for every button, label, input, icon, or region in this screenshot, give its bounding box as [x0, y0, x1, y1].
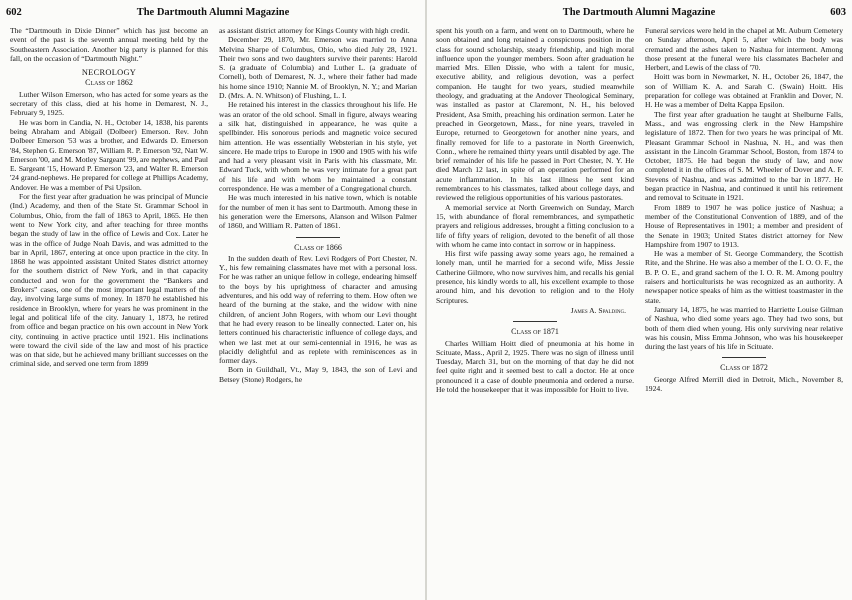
paragraph: A memorial service at North Greenwich on Sunday, March 15, with abundance of floral remembrances, and sympathetic prayers and religious addresses, brought a fitting conclusion to a life of fifty years of religion, devoted to the benefit of all those with whom he came into contact in sorrow or in happiness.	[436, 202, 634, 249]
class-heading-1871: Class of 1871	[511, 327, 559, 337]
paragraph: He retained his interest in the classics throughout his life. He was an orator of the old school. Small in figure, always wearing a silk hat, distinguished in appearance, he was quite a spellbinder. His sonorous periods and magnetic voice secured him attention. He was essentially Websterian in his style, yet sincere. He made trips to Europe in 1900 and 1905 with his wife and had a very pleasant visit in Paris with his classmate, Mr. Edward Tuck, with whom he was very intimate for a great part of his life and with whom he maintained a constant correspondence. He was a member of a Congregational church.	[219, 100, 417, 194]
left-column-1	[10, 26, 208, 594]
class-heading-1872: Class of 1872	[720, 363, 768, 373]
right-column-2	[645, 26, 843, 594]
paragraph: spent his youth on a farm, and went on to Dartmouth, where he soon obtained and long retained a conspicuous position in the class for sound scholarship, steady friendship, and high moral influence upon the younger members. Soon after graduation he married Mrs. Ellen Dissie, who with a talent for music, executive ability, and religious devotion, was a perfect companion. He taught for two years, studied meanwhile theology, and graduating at the Andover Theological Seminary, was installed as pastor at Claremont, N. H., his beloved President, Asa Smith, preaching his ordination sermon. Later he preached in Georgetown, Mass., for nine years, traveled in Europe, returned to Georgetown for another nine years, and finally removed for life to a pastorate in North Greenwich, Conn., where he remained thirty years until disabled by age. The brief remainder of his life he passed in Port Chester, N. Y. He died March 12 last, in spite of an operation performed for an acute inflammation. In his last illness he sent kind remembrances to his classmates, talked about college days, and reviewed the religious opportunities of his various pastorates.	[436, 26, 634, 203]
page-number: 602	[6, 7, 22, 18]
left-page-header	[6, 7, 420, 21]
paragraph: He was much interested in his native town, which is notable for the number of men it has sent to Dartmouth. Among these in his generation were the Emersons, Alanson and Wilson Palmer of 1860, and William R. Patten of 1861.	[219, 193, 417, 231]
paragraph: He was a member of St. George Commandery, the Scottish Rite, and the Shrine. He was also a member of the I. O. O. F., the B. P. O. E., and grand sachem of the I. O. R. M. Among poultry raisers and horticulturists he was recognized as an authority. A newspaper notice speaks of him as the wittiest toastmaster in the state.	[645, 249, 843, 305]
right-page-header	[432, 7, 846, 21]
running-title: The Dartmouth Alumni Magazine	[562, 7, 716, 18]
paragraph: For the first year after graduation he was principal of Muncie (Ind.) Academy, and then of the State St. Grammar School in Columbus, Ohio, from the fall of 1863 to April, 1865. He then went to New York city, and after teaching for three months began the study of law in the office of Lewis and Cox. Later he was in the office of Judge Noah Davis, and was admitted to the bar in April, 1867, entering at once upon practice in the city. In 1868 he was appointed assistant United States district attorney for the southern district of New York, and in that capacity conducted and won for the government the “Bankers and Brokers” cases, one of the most important legal matters of the day, involving large sums of money. In 1870 he established his residence in Brooklyn, where for years he was prominent in the legal and political life of the city. January 1, 1873, he retired from office and began practice on his own account in New York city, continuing in active practice until 1921. His inclinations were toward the civil side of the law and most of his practice was on that side, but he achieved many brilliant successes on the criminal side, and served one term from 1899	[10, 192, 208, 369]
left-column-2	[219, 26, 417, 594]
paragraph: as assistant district attorney for Kings County with high credit.	[219, 26, 410, 35]
paragraph: Born in Guildhall, Vt., May 9, 1843, the son of Levi and Betsey (Stone) Rodgers, he	[219, 365, 417, 384]
paragraph: In the sudden death of Rev. Levi Rodgers of Port Chester, N. Y., his few remaining classmates have met with a personal loss. For he was rather an unique fellow in college, endearing himself to the boys by his uprightness of character and amusing adventures, and his odd way of referring to them. How often we heard of the burning at the stake, and the widow with nine children, of ancient John Rogers, with whom our Levi thought that he had every reason to be lineally connected. Later on, his letters continued his characteristic influence of college days, and when we last met at our semi-centennial in 1916, he was as placidly delightful and as replete with reminiscences as in former days.	[219, 253, 417, 366]
paragraph: Hoitt was born in Newmarket, N. H., October 26, 1847, the son of William K. A. and Sarah C. (Swain) Hoitt. His preparation for college was obtained at Franklin and Dover, N. H. He was a member of Delta Kappa Epsilon.	[645, 72, 843, 110]
divider	[296, 237, 340, 238]
paragraph: His first wife passing away some years ago, he remained a lonely man, until he married for a second wife, Miss Jessie Catherine Gilmore, who now survives him, and recalls his genial presence, his kindly words to all, his excellent example to those around him, and his devotion to religion and to the Holy Scriptures.	[436, 249, 634, 305]
right-column-1	[436, 26, 634, 594]
author-signature: James A. Spalding.	[570, 305, 626, 315]
paragraph: Luther Wilson Emerson, who has acted for some years as the secretary of this class, died at his home in Demarest, N. J., February 9, 1925.	[10, 89, 208, 118]
paragraph: January 14, 1875, he was married to Harriette Louise Gilman of Nashua, who died some years ago. They had two sons, but both of them died when young. His only surviving near relative was his cousin, Miss Emma Johnson, who was his housekeeper during the last years of his life in Scituate.	[645, 304, 843, 352]
running-title: The Dartmouth Alumni Magazine	[136, 7, 290, 18]
class-heading-1862: Class of 1862	[85, 78, 133, 88]
class-heading-1866: Class of 1866	[294, 242, 342, 252]
section-heading-necrology: NECROLOGY	[81, 68, 137, 78]
paragraph: December 29, 1870, Mr. Emerson was married to Anna Melvina Sharpe of Columbus, Ohio, who died July 28, 1921. Their two sons and two daughters survive their parents: Harold S. (a graduate of Columbia) and Luther L. (a graduate of Cornell), both of Demarest, N. J., where their father had made his home since 1910; Nannie M. of Brooklyn, N. Y.; and Marian D. (Mrs. A. N. Whitson) of Flushing, L. I.	[219, 35, 417, 101]
paragraph: Charles William Hoitt died of pneumonia at his home in Scituate, Mass., April 2, 1925. There was no sign of illness until Tuesday, March 31, but on the morning of that day he did not feel quite right and it seemed best to call a doctor. He at once pronounced it a case of double pneumonia and ordered a nurse. He told the housekeeper that it was impossible for Hoitt to live.	[436, 338, 634, 394]
page-number: 603	[830, 7, 846, 18]
paragraph: Funeral services were held in the chapel at Mt. Auburn Cemetery on Sunday afternoon, April 5, after which the body was cremated and the ashes taken to Nashua for interment. Among those present at the funeral were his classmates Bacheler and Herbert, and Lewis of the class of '70.	[645, 26, 843, 73]
paragraph: The first year after graduation he taught at Shelburne Falls, Mass., and was engrossing clerk in the New Hampshire legislature of 1872. Then for two years he was principal of Mt. Pleasant Grammar School in Nashua, N. H., and was then assistant in the Lincoln Grammar School, Boston, from 1874 to October, 1875. He had begun the study of law, and now completed it in the offices of S. M. Wheeler of Dover and A. F. Stevens of Nashua, and was admitted to the bar in 1877. He began practice in Nashua, and continued it until his retirement and removal to Scituate in 1921.	[645, 109, 843, 203]
paragraph: The “Dartmouth in Dixie Dinner” which has just become an event of the past is the seventh annual meeting held by the Southeastern Association. Another big party is planned for this fall, on the occasion of “Dartmouth Night.”	[10, 26, 208, 63]
paragraph: He was born in Candia, N. H., October 14, 1838, his parents being Abraham and Abigail (Dolbeer) Emerson. Rev. John Dolbeer Emerson '53 was a brother, and Edwards D. Emerson '84, Stephen G. Emerson '87, William R. P. Emerson '92, Natt W. Emerson '00, and M. Motley Sargeant '99, are nephews, and Paul E. Sargeant '15, Howard P. Emerson '23, and Walter R. Emerson '24 grand-nephews. He prepared for college at Phillips Academy, Andover. He was a member of Psi Upsilon.	[10, 117, 208, 192]
paragraph: From 1889 to 1907 he was police justice of Nashua; a member of the Constitutional Convention of 1889, and of the House of Representatives in 1901; a member and president of the Senate in 1903; United States district attorney for New Hampshire from 1907 to 1913.	[645, 202, 843, 249]
paragraph: George Alfred Merrill died in Detroit, Mich., November 8, 1924.	[645, 374, 843, 393]
divider	[513, 321, 557, 322]
divider	[722, 357, 766, 358]
right-page	[426, 0, 852, 600]
